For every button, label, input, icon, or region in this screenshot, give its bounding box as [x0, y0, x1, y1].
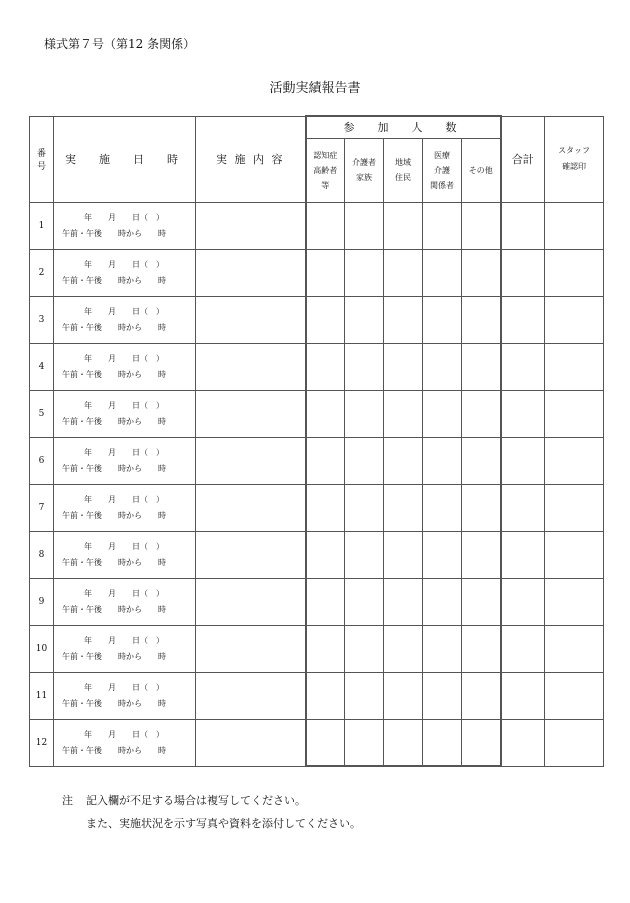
form-number: 様式第７号（第12 条関係） [44, 37, 196, 51]
header-caregiver-family: 介護者 家族 [345, 138, 384, 202]
table-row [30, 672, 604, 719]
medical-care-cell[interactable] [423, 625, 462, 672]
datetime-cell[interactable] [54, 672, 196, 719]
datetime-cell[interactable] [54, 531, 196, 578]
other-cell[interactable] [462, 672, 501, 719]
datetime-cell[interactable] [54, 484, 196, 531]
dementia-elderly-cell[interactable] [306, 437, 345, 484]
staff-seal-cell[interactable] [545, 625, 604, 672]
dementia-elderly-cell[interactable] [306, 672, 345, 719]
note-line-1: 注 記入欄が不足する場合は複写してください。 [62, 794, 306, 807]
date-line: 年 月 日（ ） [84, 541, 164, 551]
local-residents-cell[interactable] [384, 343, 423, 390]
medical-care-cell[interactable] [423, 249, 462, 296]
local-residents-cell[interactable] [384, 531, 423, 578]
local-residents-cell[interactable] [384, 202, 423, 249]
medical-care-cell[interactable] [423, 390, 462, 437]
local-residents-cell[interactable] [384, 672, 423, 719]
datetime-cell[interactable] [54, 719, 196, 766]
header-dementia-elderly: 認知症 高齢者 等 [306, 138, 345, 202]
datetime-cell[interactable] [54, 249, 196, 296]
date-line: 年 月 日（ ） [84, 259, 164, 269]
time-line: 午前・午後 時から 時 [62, 745, 166, 755]
time-line: 午前・午後 時から 時 [62, 651, 166, 661]
total-cell[interactable] [501, 625, 545, 672]
total-cell[interactable] [501, 296, 545, 343]
date-line: 年 月 日（ ） [84, 400, 164, 410]
datetime-cell[interactable] [54, 625, 196, 672]
caregiver-family-cell[interactable] [345, 531, 384, 578]
row-number: 7 [30, 484, 54, 531]
row-number: 1 [30, 202, 54, 249]
local-residents-cell[interactable] [384, 437, 423, 484]
time-line: 午前・午後 時から 時 [62, 510, 166, 520]
caregiver-family-cell[interactable] [345, 719, 384, 766]
dementia-elderly-cell[interactable] [306, 249, 345, 296]
date-line: 年 月 日（ ） [84, 729, 164, 739]
total-cell[interactable] [501, 531, 545, 578]
row-number: 12 [30, 719, 54, 766]
table-row [30, 249, 604, 296]
content-cell[interactable] [196, 625, 306, 672]
row-number: 2 [30, 249, 54, 296]
row-number: 6 [30, 437, 54, 484]
datetime-cell[interactable] [54, 343, 196, 390]
medical-care-cell[interactable] [423, 296, 462, 343]
local-residents-cell[interactable] [384, 625, 423, 672]
header-other: その他 [462, 138, 501, 202]
table-row [30, 202, 604, 249]
row-number: 10 [30, 625, 54, 672]
datetime-cell[interactable] [54, 390, 196, 437]
medical-care-cell[interactable] [423, 672, 462, 719]
dementia-elderly-cell[interactable] [306, 625, 345, 672]
table-row [30, 625, 604, 672]
staff-seal-cell[interactable] [545, 249, 604, 296]
other-cell[interactable] [462, 625, 501, 672]
date-line: 年 月 日（ ） [84, 588, 164, 598]
dementia-elderly-cell[interactable] [306, 390, 345, 437]
content-cell[interactable] [196, 249, 306, 296]
header-content: 実 施 内 容 [196, 116, 306, 202]
staff-seal-cell[interactable] [545, 343, 604, 390]
other-cell[interactable] [462, 484, 501, 531]
content-cell[interactable] [196, 343, 306, 390]
datetime-cell[interactable] [54, 437, 196, 484]
table-row [30, 296, 604, 343]
table-row [30, 437, 604, 484]
local-residents-cell[interactable] [384, 249, 423, 296]
total-cell[interactable] [501, 202, 545, 249]
medical-care-cell[interactable] [423, 578, 462, 625]
other-cell[interactable] [462, 390, 501, 437]
total-cell[interactable] [501, 719, 545, 766]
local-residents-cell[interactable] [384, 296, 423, 343]
staff-seal-cell[interactable] [545, 719, 604, 766]
other-cell[interactable] [462, 343, 501, 390]
table-row [30, 343, 604, 390]
activity-report-table [29, 115, 604, 767]
time-line: 午前・午後 時から 時 [62, 698, 166, 708]
header-staff-seal: スタッフ 確認印 [545, 116, 604, 202]
total-cell[interactable] [501, 672, 545, 719]
medical-care-cell[interactable] [423, 343, 462, 390]
dementia-elderly-cell[interactable] [306, 578, 345, 625]
content-cell[interactable] [196, 202, 306, 249]
row-number: 9 [30, 578, 54, 625]
caregiver-family-cell[interactable] [345, 343, 384, 390]
time-line: 午前・午後 時から 時 [62, 416, 166, 426]
staff-seal-cell[interactable] [545, 296, 604, 343]
page-title: 活動実績報告書 [269, 81, 361, 96]
content-cell[interactable] [196, 578, 306, 625]
caregiver-family-cell[interactable] [345, 484, 384, 531]
staff-seal-cell[interactable] [545, 531, 604, 578]
other-cell[interactable] [462, 531, 501, 578]
dementia-elderly-cell[interactable] [306, 719, 345, 766]
row-number: 5 [30, 390, 54, 437]
dementia-elderly-cell[interactable] [306, 531, 345, 578]
other-cell[interactable] [462, 202, 501, 249]
staff-seal-cell[interactable] [545, 390, 604, 437]
date-line: 年 月 日（ ） [84, 306, 164, 316]
total-cell[interactable] [501, 343, 545, 390]
time-line: 午前・午後 時から 時 [62, 463, 166, 473]
header-total: 合計 [501, 116, 545, 202]
datetime-cell[interactable] [54, 202, 196, 249]
total-cell[interactable] [501, 484, 545, 531]
date-line: 年 月 日（ ） [84, 212, 164, 222]
dementia-elderly-cell[interactable] [306, 484, 345, 531]
table-row [30, 390, 604, 437]
time-line: 午前・午後 時から 時 [62, 322, 166, 332]
date-line: 年 月 日（ ） [84, 447, 164, 457]
total-cell[interactable] [501, 578, 545, 625]
caregiver-family-cell[interactable] [345, 625, 384, 672]
dementia-elderly-cell[interactable] [306, 343, 345, 390]
header-medical-care: 医療 介護 関係者 [423, 138, 462, 202]
time-line: 午前・午後 時から 時 [62, 369, 166, 379]
row-number: 4 [30, 343, 54, 390]
content-cell[interactable] [196, 719, 306, 766]
content-cell[interactable] [196, 437, 306, 484]
row-number: 11 [30, 672, 54, 719]
datetime-cell[interactable] [54, 296, 196, 343]
other-cell[interactable] [462, 296, 501, 343]
other-cell[interactable] [462, 719, 501, 766]
caregiver-family-cell[interactable] [345, 249, 384, 296]
datetime-cell[interactable] [54, 578, 196, 625]
content-cell[interactable] [196, 484, 306, 531]
caregiver-family-cell[interactable] [345, 390, 384, 437]
note-line-2: また、実施状況を示す写真や資料を添付してください。 [86, 817, 361, 830]
staff-seal-cell[interactable] [545, 484, 604, 531]
time-line: 午前・午後 時から 時 [62, 228, 166, 238]
content-cell[interactable] [196, 296, 306, 343]
staff-seal-cell[interactable] [545, 437, 604, 484]
other-cell[interactable] [462, 249, 501, 296]
table-row [30, 719, 604, 766]
table-row [30, 578, 604, 625]
content-cell[interactable] [196, 672, 306, 719]
header-local-residents: 地域 住民 [384, 138, 423, 202]
total-cell[interactable] [501, 390, 545, 437]
local-residents-cell[interactable] [384, 578, 423, 625]
staff-seal-cell[interactable] [545, 578, 604, 625]
local-residents-cell[interactable] [384, 390, 423, 437]
staff-seal-cell[interactable] [545, 202, 604, 249]
caregiver-family-cell[interactable] [345, 437, 384, 484]
other-cell[interactable] [462, 437, 501, 484]
caregiver-family-cell[interactable] [345, 296, 384, 343]
dementia-elderly-cell[interactable] [306, 296, 345, 343]
dementia-elderly-cell[interactable] [306, 202, 345, 249]
medical-care-cell[interactable] [423, 484, 462, 531]
content-cell[interactable] [196, 531, 306, 578]
note-label: 注 [62, 794, 73, 807]
time-line: 午前・午後 時から 時 [62, 275, 166, 285]
other-cell[interactable] [462, 578, 501, 625]
header-participants: 参 加 人 数 [306, 116, 501, 138]
date-line: 年 月 日（ ） [84, 635, 164, 645]
total-cell[interactable] [501, 249, 545, 296]
row-number: 3 [30, 296, 54, 343]
caregiver-family-cell[interactable] [345, 578, 384, 625]
table-row [30, 484, 604, 531]
medical-care-cell[interactable] [423, 437, 462, 484]
caregiver-family-cell[interactable] [345, 202, 384, 249]
time-line: 午前・午後 時から 時 [62, 557, 166, 567]
medical-care-cell[interactable] [423, 719, 462, 766]
header-number: 番 号 [30, 116, 54, 202]
medical-care-cell[interactable] [423, 531, 462, 578]
time-line: 午前・午後 時から 時 [62, 604, 166, 614]
caregiver-family-cell[interactable] [345, 672, 384, 719]
table-row [30, 531, 604, 578]
header-datetime: 実 施 日 時 [54, 116, 196, 202]
date-line: 年 月 日（ ） [84, 682, 164, 692]
date-line: 年 月 日（ ） [84, 353, 164, 363]
local-residents-cell[interactable] [384, 484, 423, 531]
local-residents-cell[interactable] [384, 719, 423, 766]
total-cell[interactable] [501, 437, 545, 484]
date-line: 年 月 日（ ） [84, 494, 164, 504]
content-cell[interactable] [196, 390, 306, 437]
medical-care-cell[interactable] [423, 202, 462, 249]
staff-seal-cell[interactable] [545, 672, 604, 719]
row-number: 8 [30, 531, 54, 578]
